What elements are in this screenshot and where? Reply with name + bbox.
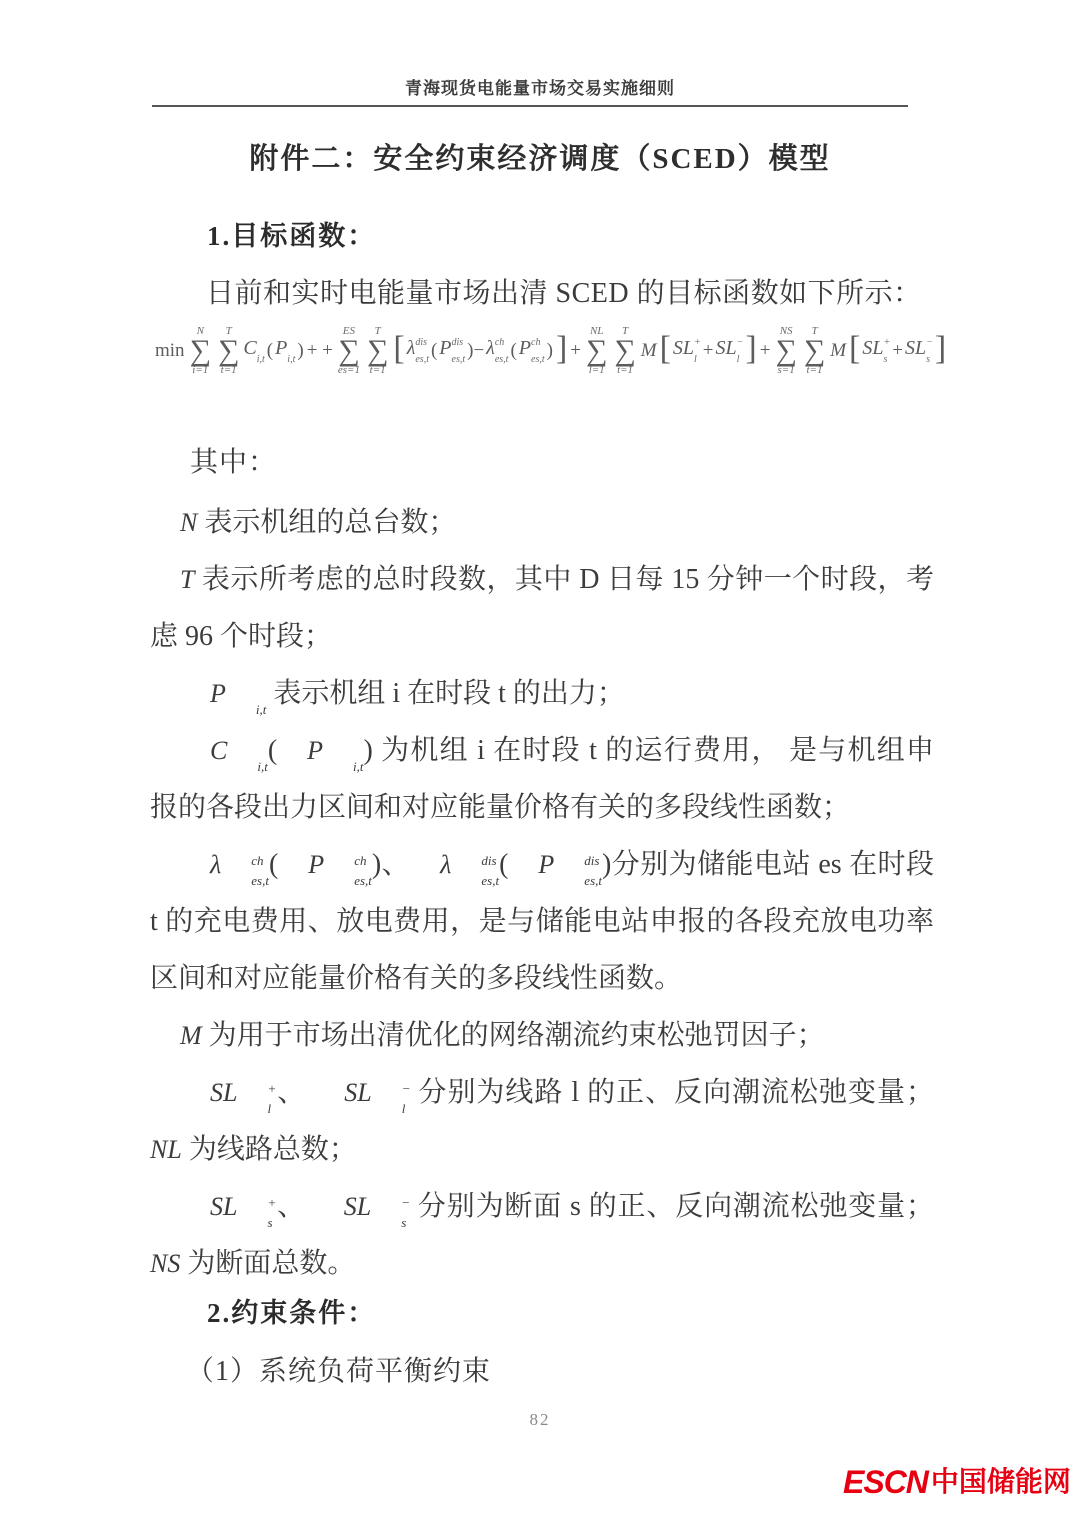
math-variable <box>314 1194 410 1229</box>
section1-heading: 1.目标函数： <box>207 221 377 251</box>
math-variable: N <box>180 508 198 537</box>
superscript: − <box>401 1081 411 1096</box>
math-bracket: ] <box>555 330 568 367</box>
sum-upper-limit: ES <box>342 324 356 337</box>
math-bracket: [ <box>393 330 405 367</box>
definitions-list <box>150 494 934 1292</box>
section2-heading: 2.约束条件： <box>207 1298 377 1328</box>
superscript: − <box>926 336 933 348</box>
math-text: 表示所考虑的总时段数，其中 D 日每 15 分钟一个时段，考虑 96 个时段； <box>150 564 934 652</box>
header-rule <box>152 105 908 107</box>
math-bracket: [ <box>659 330 671 367</box>
math-text: 分别为线路 l 的正、反向潮流松弛变量； <box>410 1077 934 1108</box>
math-variable: M <box>830 340 847 361</box>
page-header: 青海现货电能量市场交易实施细则 <box>405 79 675 98</box>
summation-symbol <box>190 326 211 377</box>
math-text: 、 <box>276 1191 314 1222</box>
superscript: dis <box>415 336 428 348</box>
document-title: 附件二：安全约束经济调度（SCED）模型 <box>249 143 831 175</box>
subscript: es,t <box>531 353 545 365</box>
math-variable-base: λ <box>406 336 416 359</box>
math-variable <box>486 338 508 365</box>
sum-lower-limit: t=1 <box>806 364 823 377</box>
math-scripts <box>452 338 466 365</box>
math-variable-base: λ <box>486 336 495 359</box>
subscript: i,t <box>353 759 364 774</box>
superscript: + <box>883 336 891 348</box>
subscript: s <box>926 353 930 365</box>
math-scripts <box>237 1082 276 1115</box>
math-variable-base: C <box>210 736 228 765</box>
superscript: ch <box>494 336 505 348</box>
math-scripts <box>324 854 372 887</box>
superscript: dis <box>451 336 464 348</box>
subscript: es,t <box>481 873 500 888</box>
math-text: ( <box>499 849 509 880</box>
definition-paragraph <box>150 1007 934 1064</box>
superscript: dis <box>584 853 600 868</box>
superscript <box>323 740 363 753</box>
math-variable: M <box>180 1021 202 1050</box>
math-variable-base: SL <box>715 336 737 359</box>
escn-logo <box>843 1466 1071 1498</box>
math-bracket: ] <box>745 330 757 367</box>
superscript: + <box>267 1195 277 1210</box>
sigma-glyph: ∑ <box>366 333 389 367</box>
math-variable <box>243 338 264 365</box>
subscript: i,t <box>256 353 265 365</box>
math-variable-base: SL <box>344 1078 372 1107</box>
math-variable <box>275 338 295 365</box>
math-text: )分别为储能电站 es 在时段 t 的充电费用、放电费用，是与储能电站申报的各段充放电功率区间和对应能量价格有关的多段线性函数。 <box>150 849 934 994</box>
summation-symbol <box>218 326 239 377</box>
math-bracket: ] <box>934 330 947 367</box>
math-variable <box>905 338 933 365</box>
math-scripts <box>287 338 295 365</box>
sum-lower-limit: l=1 <box>588 364 605 377</box>
math-variable <box>673 338 701 365</box>
math-variable <box>410 852 499 887</box>
math-variable <box>314 1080 410 1115</box>
escn-logo-sitename: 中国储能网 <box>930 1466 1071 1497</box>
math-variable <box>716 338 744 365</box>
definition-paragraph <box>150 494 934 551</box>
page-number: 82 <box>529 1410 551 1429</box>
sigma-glyph: ∑ <box>803 333 826 367</box>
superscript: − <box>401 1195 411 1210</box>
math-variable-base: λ <box>210 850 222 879</box>
summation-symbol <box>775 326 796 377</box>
definition-paragraph <box>150 665 934 722</box>
subscript: es,t <box>354 873 372 888</box>
superscript: ch <box>354 853 367 868</box>
math-scripts <box>257 338 265 365</box>
math-variable-base: SL <box>862 336 884 359</box>
sum-lower-limit: t=1 <box>617 364 634 377</box>
math-text: ( <box>267 735 278 766</box>
math-text: + + <box>306 340 333 361</box>
sum-upper-limit: T <box>374 324 381 337</box>
math-variable <box>277 738 363 773</box>
sigma-glyph: ∑ <box>338 333 360 367</box>
math-variable: NL <box>150 1135 182 1164</box>
objective-function-formula <box>154 308 954 394</box>
math-scripts <box>323 740 363 773</box>
summation-symbol <box>367 326 388 377</box>
sum-upper-limit: T <box>225 324 232 337</box>
math-text: + <box>702 340 714 361</box>
math-text: + <box>759 340 771 361</box>
subscript: es,t <box>494 353 509 365</box>
summation-symbol <box>338 326 360 377</box>
math-text: 、 <box>276 1077 315 1108</box>
superscript: − <box>736 336 744 348</box>
math-variable <box>180 1194 276 1229</box>
summation-symbol <box>804 326 825 377</box>
subscript: l <box>401 1101 406 1116</box>
sigma-glyph: ∑ <box>775 333 797 367</box>
math-text: )− <box>467 340 485 361</box>
subscript: es,t <box>415 353 429 365</box>
math-variable-base: P <box>518 336 531 359</box>
superscript <box>227 740 267 753</box>
sum-upper-limit: T <box>811 324 818 337</box>
math-variable <box>180 738 268 773</box>
math-text: )、 <box>371 849 411 880</box>
definition-paragraph <box>150 836 934 1007</box>
math-variable-base: SL <box>343 1192 372 1221</box>
constraint-item-1: （1）系统负荷平衡约束 <box>186 1356 492 1387</box>
math-variable <box>180 852 269 887</box>
math-variable-base: P <box>308 850 325 879</box>
math-variable-base: P <box>538 850 555 879</box>
sum-upper-limit: T <box>622 324 629 337</box>
math-scripts <box>554 854 602 887</box>
subscript: es,t <box>451 353 466 365</box>
subscript: es,t <box>584 873 602 888</box>
sum-lower-limit: s=1 <box>777 364 795 377</box>
math-scripts <box>451 854 499 887</box>
superscript: + <box>694 336 701 348</box>
superscript: ch <box>531 336 541 348</box>
math-text: ( <box>268 849 279 880</box>
sigma-glyph: ∑ <box>614 333 636 367</box>
sigma-glyph: ∑ <box>189 333 211 367</box>
math-variable: M <box>640 340 657 361</box>
math-scripts <box>226 683 266 716</box>
escn-logo-text: ESCN <box>843 1464 928 1500</box>
math-text: ( <box>430 340 438 361</box>
math-variable-base: P <box>307 736 324 765</box>
sigma-glyph: ∑ <box>585 333 608 367</box>
math-scripts <box>371 1196 410 1229</box>
math-variable-base: SL <box>672 336 695 359</box>
summation-symbol <box>586 326 607 377</box>
where-label: 其中： <box>190 447 278 478</box>
math-variable-base: P <box>439 336 452 359</box>
math-variable-base: SL <box>904 336 927 359</box>
sum-lower-limit: es=1 <box>337 364 360 377</box>
math-scripts <box>415 338 429 365</box>
subscript: s <box>267 1215 273 1230</box>
subscript: l <box>736 353 740 365</box>
definition-paragraph <box>150 551 934 665</box>
sigma-glyph: ∑ <box>217 333 240 367</box>
math-variable-base: SL <box>210 1078 238 1107</box>
math-text: + <box>892 340 903 361</box>
math-variable <box>407 338 429 365</box>
subscript: l <box>694 353 697 365</box>
subscript: i,t <box>255 702 267 717</box>
math-text: 为断面总数。 <box>180 1248 356 1279</box>
math-variable <box>180 681 266 716</box>
math-variable: NS <box>150 1249 181 1278</box>
superscript: dis <box>481 853 497 868</box>
superscript <box>287 338 295 348</box>
sum-upper-limit: NL <box>589 324 604 337</box>
math-variable <box>508 852 602 887</box>
math-text: ) 为机组 i 在时段 t 的运行费用， 是与机组申报的各段出力区间和对应能量价格有关的多段线性函数； <box>150 735 934 823</box>
math-text: min <box>155 340 185 361</box>
sum-lower-limit: t=1 <box>369 364 386 377</box>
math-scripts <box>737 338 744 365</box>
math-scripts <box>926 338 933 365</box>
math-variable <box>439 338 465 365</box>
math-text: 表示机组的总台数； <box>197 507 457 538</box>
sum-lower-limit: t=1 <box>220 364 237 377</box>
math-variable-base: P <box>210 679 226 708</box>
math-scripts <box>495 338 509 365</box>
math-text: ( <box>266 340 274 361</box>
superscript <box>226 683 266 696</box>
math-variable-base: C <box>243 336 257 359</box>
math-scripts <box>372 1082 411 1115</box>
subscript: s <box>401 1215 407 1230</box>
math-variable-base: SL <box>210 1192 238 1221</box>
math-scripts <box>531 338 545 365</box>
sum-upper-limit: NS <box>779 324 793 337</box>
sum-lower-limit: i=1 <box>192 364 209 377</box>
sum-upper-limit: N <box>196 324 204 337</box>
math-scripts <box>884 338 891 365</box>
math-text: ) <box>297 340 304 361</box>
superscript <box>257 338 265 348</box>
definition-paragraph <box>150 722 934 836</box>
math-text: 为用于市场出清优化的网络潮流约束松弛罚因子； <box>201 1020 825 1051</box>
subscript: i,t <box>287 353 296 365</box>
math-text: 表示机组 i 在时段 t 的出力； <box>266 678 625 709</box>
math-scripts <box>237 1196 276 1229</box>
math-scripts <box>227 740 267 773</box>
definition-paragraph <box>150 1064 934 1178</box>
subscript: i,t <box>257 759 268 774</box>
math-variable-base: λ <box>440 850 452 879</box>
math-bracket: [ <box>849 330 861 367</box>
math-variable <box>862 338 890 365</box>
subscript: l <box>267 1101 272 1116</box>
math-variable: T <box>180 565 195 594</box>
superscript: ch <box>251 853 264 868</box>
math-scripts <box>221 854 269 887</box>
subscript: s <box>883 353 888 365</box>
definition-paragraph <box>150 1178 934 1292</box>
math-variable <box>278 852 372 887</box>
math-text: ) <box>546 340 553 361</box>
summation-symbol <box>614 326 635 377</box>
math-variable <box>519 338 545 365</box>
intro-paragraph: 日前和实时电能量市场出清 SCED 的目标函数如下所示： <box>206 278 922 309</box>
math-variable <box>180 1080 276 1115</box>
math-text: 为线路总数； <box>181 1134 357 1165</box>
subscript: es,t <box>251 873 269 888</box>
math-variable-base: P <box>275 336 288 359</box>
math-text: ( <box>510 340 517 361</box>
superscript: + <box>267 1081 277 1096</box>
math-scripts <box>694 338 701 365</box>
math-text: 分别为断面 s 的正、反向潮流松弛变量； <box>410 1191 934 1222</box>
math-text: + <box>570 340 581 361</box>
